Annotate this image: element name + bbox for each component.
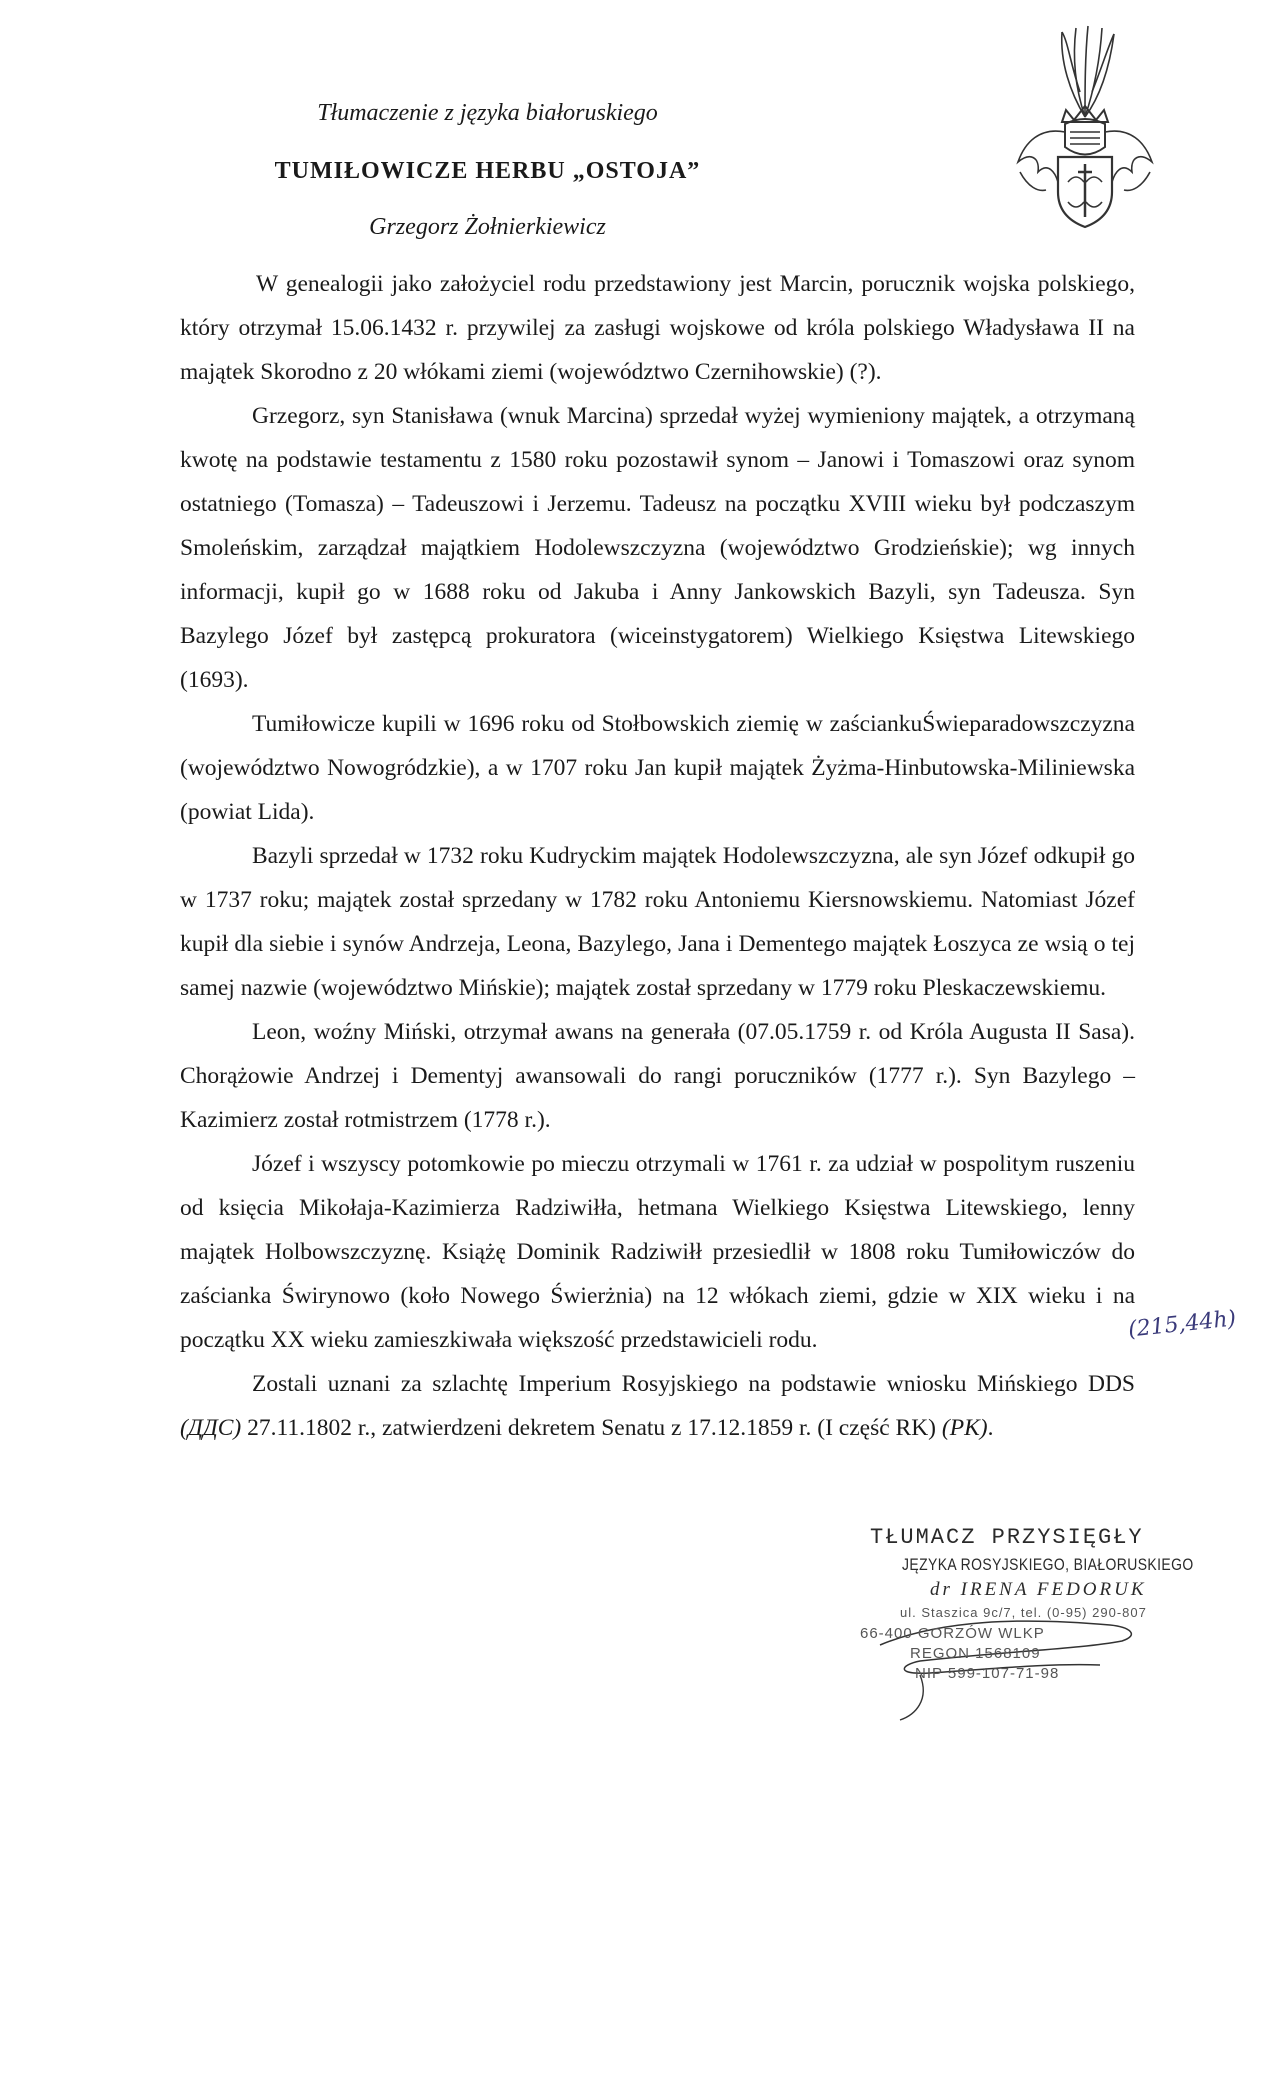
- stamp-line-name: dr IRENA FEDORUK: [930, 1579, 1147, 1600]
- author-name: Grzegorz Żołnierkiewicz: [369, 214, 606, 240]
- paragraph-5: Leon, woźny Miński, otrzymał awans na generała (07.05.1759 r. od Króla Augusta II Sasa). Chorążowie Andrzej i Dementyj awansowali do rangi poruczników (1777 r.). Syn Bazylego – Kazimierz został rotmistrzem (1778 r.).: [180, 1019, 1135, 1133]
- paragraph-7-italic1: (ДДС): [180, 1415, 242, 1441]
- paragraph-7: [180, 1362, 1135, 1450]
- paragraph-6: Józef i wszyscy potomkowie po mieczu otrzymali w 1761 r. za udział w pospolitym ruszeniu od księcia Mikołaja-Kazimierza Radziwiłła, hetmana Wielkiego Księstwa Litewskiego, lenny majątek Holbowszczyznę. Książę Dominik Radziwiłł przesiedlił w 1808 roku Tumiłowiczów do zaścianka Świrynowo (koło Nowego Świerżnia) na 12 włókach ziemi, gdzie w XIX wieku i na początku XX wieku zamieszkiwała większość przedstawicieli rodu.: [180, 1151, 1135, 1353]
- paragraph-3: Tumiłowicze kupili w 1696 roku od Stołbowskich ziemię w zaściankuŚwieparadowszczyzna (województwo Nowogródzkie), a w 1707 roku Jan kupił majątek Żyżma-Hinbutowska-Miliniewska (powiat Lida).: [180, 711, 1135, 825]
- translation-note: Tłumaczenie z języka białoruskiego: [317, 100, 658, 126]
- stamp-line-address: ul. Staszica 9c/7, tel. (0-95) 290-807: [900, 1605, 1147, 1620]
- stamp-line-title: TŁUMACZ PRZYSIĘGŁY: [870, 1525, 1144, 1550]
- paragraph-7-part1: Zostali uznani za szlachtę Imperium Rosyjskiego na podstawie wniosku Mińskiego DDS: [252, 1371, 1135, 1397]
- paragraph-7-part2: 27.11.1802 r., zatwierdzeni dekretem Senatu z 17.12.1859 r. (I część RK): [241, 1415, 942, 1441]
- stamp-line-regon: REGON 1568109: [910, 1645, 1041, 1662]
- handwritten-margin-note: (215,44h): [1126, 1306, 1238, 1343]
- paragraph-4: Bazyli sprzedał w 1732 roku Kudryckim majątek Hodolewszczyzna, ale syn Józef odkupił go w 1737 roku; majątek został sprzedany w 1782 roku Antoniemu Kiersnowskiemu. Natomiast Józef kupił dla siebie i synów Andrzeja, Leona, Bazylego, Jana i Dementego majątek Łoszyca ze wsią o tej samej nazwie (województwo Mińskie); majątek został sprzedany w 1779 roku Pleskaczewskiemu.: [180, 843, 1135, 1001]
- translator-stamp: [860, 1525, 1194, 1725]
- document-body: [180, 262, 1135, 1450]
- document-title: TUMIŁOWICZE HERBU „OSTOJA”: [274, 158, 701, 184]
- paragraph-7-part3: .: [987, 1415, 994, 1441]
- stamp-line-languages: JĘZYKA ROSYJSKIEGO, BIAŁORUSKIEGO: [902, 1555, 1194, 1574]
- paragraph-2: Grzegorz, syn Stanisława (wnuk Marcina) sprzedał wyżej wymieniony majątek, a otrzymaną kwotę na podstawie testamentu z 1580 roku pozostawił synom – Janowi i Tomaszowi oraz synom ostatniego (Tomasza) – Tadeuszowi i Jerzemu. Tadeusz na początku XVIII wieku był podczaszym Smoleńskim, zarządzał majątkiem Hodolewszczyzna (województwo Grodzieńskie); wg innych informacji, kupił go w 1688 roku od Jakuba i Anny Jankowskich Bazyli, syn Tadeusza. Syn Bazylego Józef był zastępcą prokuratora (wiceinstygatorem) Wielkiego Księstwa Litewskiego (1693).: [180, 403, 1135, 693]
- paragraph-1: W genealogii jako założyciel rodu przedstawiony jest Marcin, porucznik wojska polskiego, który otrzymał 15.06.1432 r. przywilej za zasługi wojskowe od króla polskiego Władysława II na majątek Skorodno z 20 włókami ziemi (województwo Czernihowskie) (?).: [180, 271, 1135, 385]
- stamp-line-nip: NIP 599-107-71-98: [915, 1665, 1060, 1682]
- paragraph-7-italic2: (PK): [941, 1415, 988, 1441]
- coat-of-arms-emblem: [1010, 22, 1160, 232]
- stamp-line-city: 66-400 GORZÓW WLKP: [860, 1625, 1045, 1642]
